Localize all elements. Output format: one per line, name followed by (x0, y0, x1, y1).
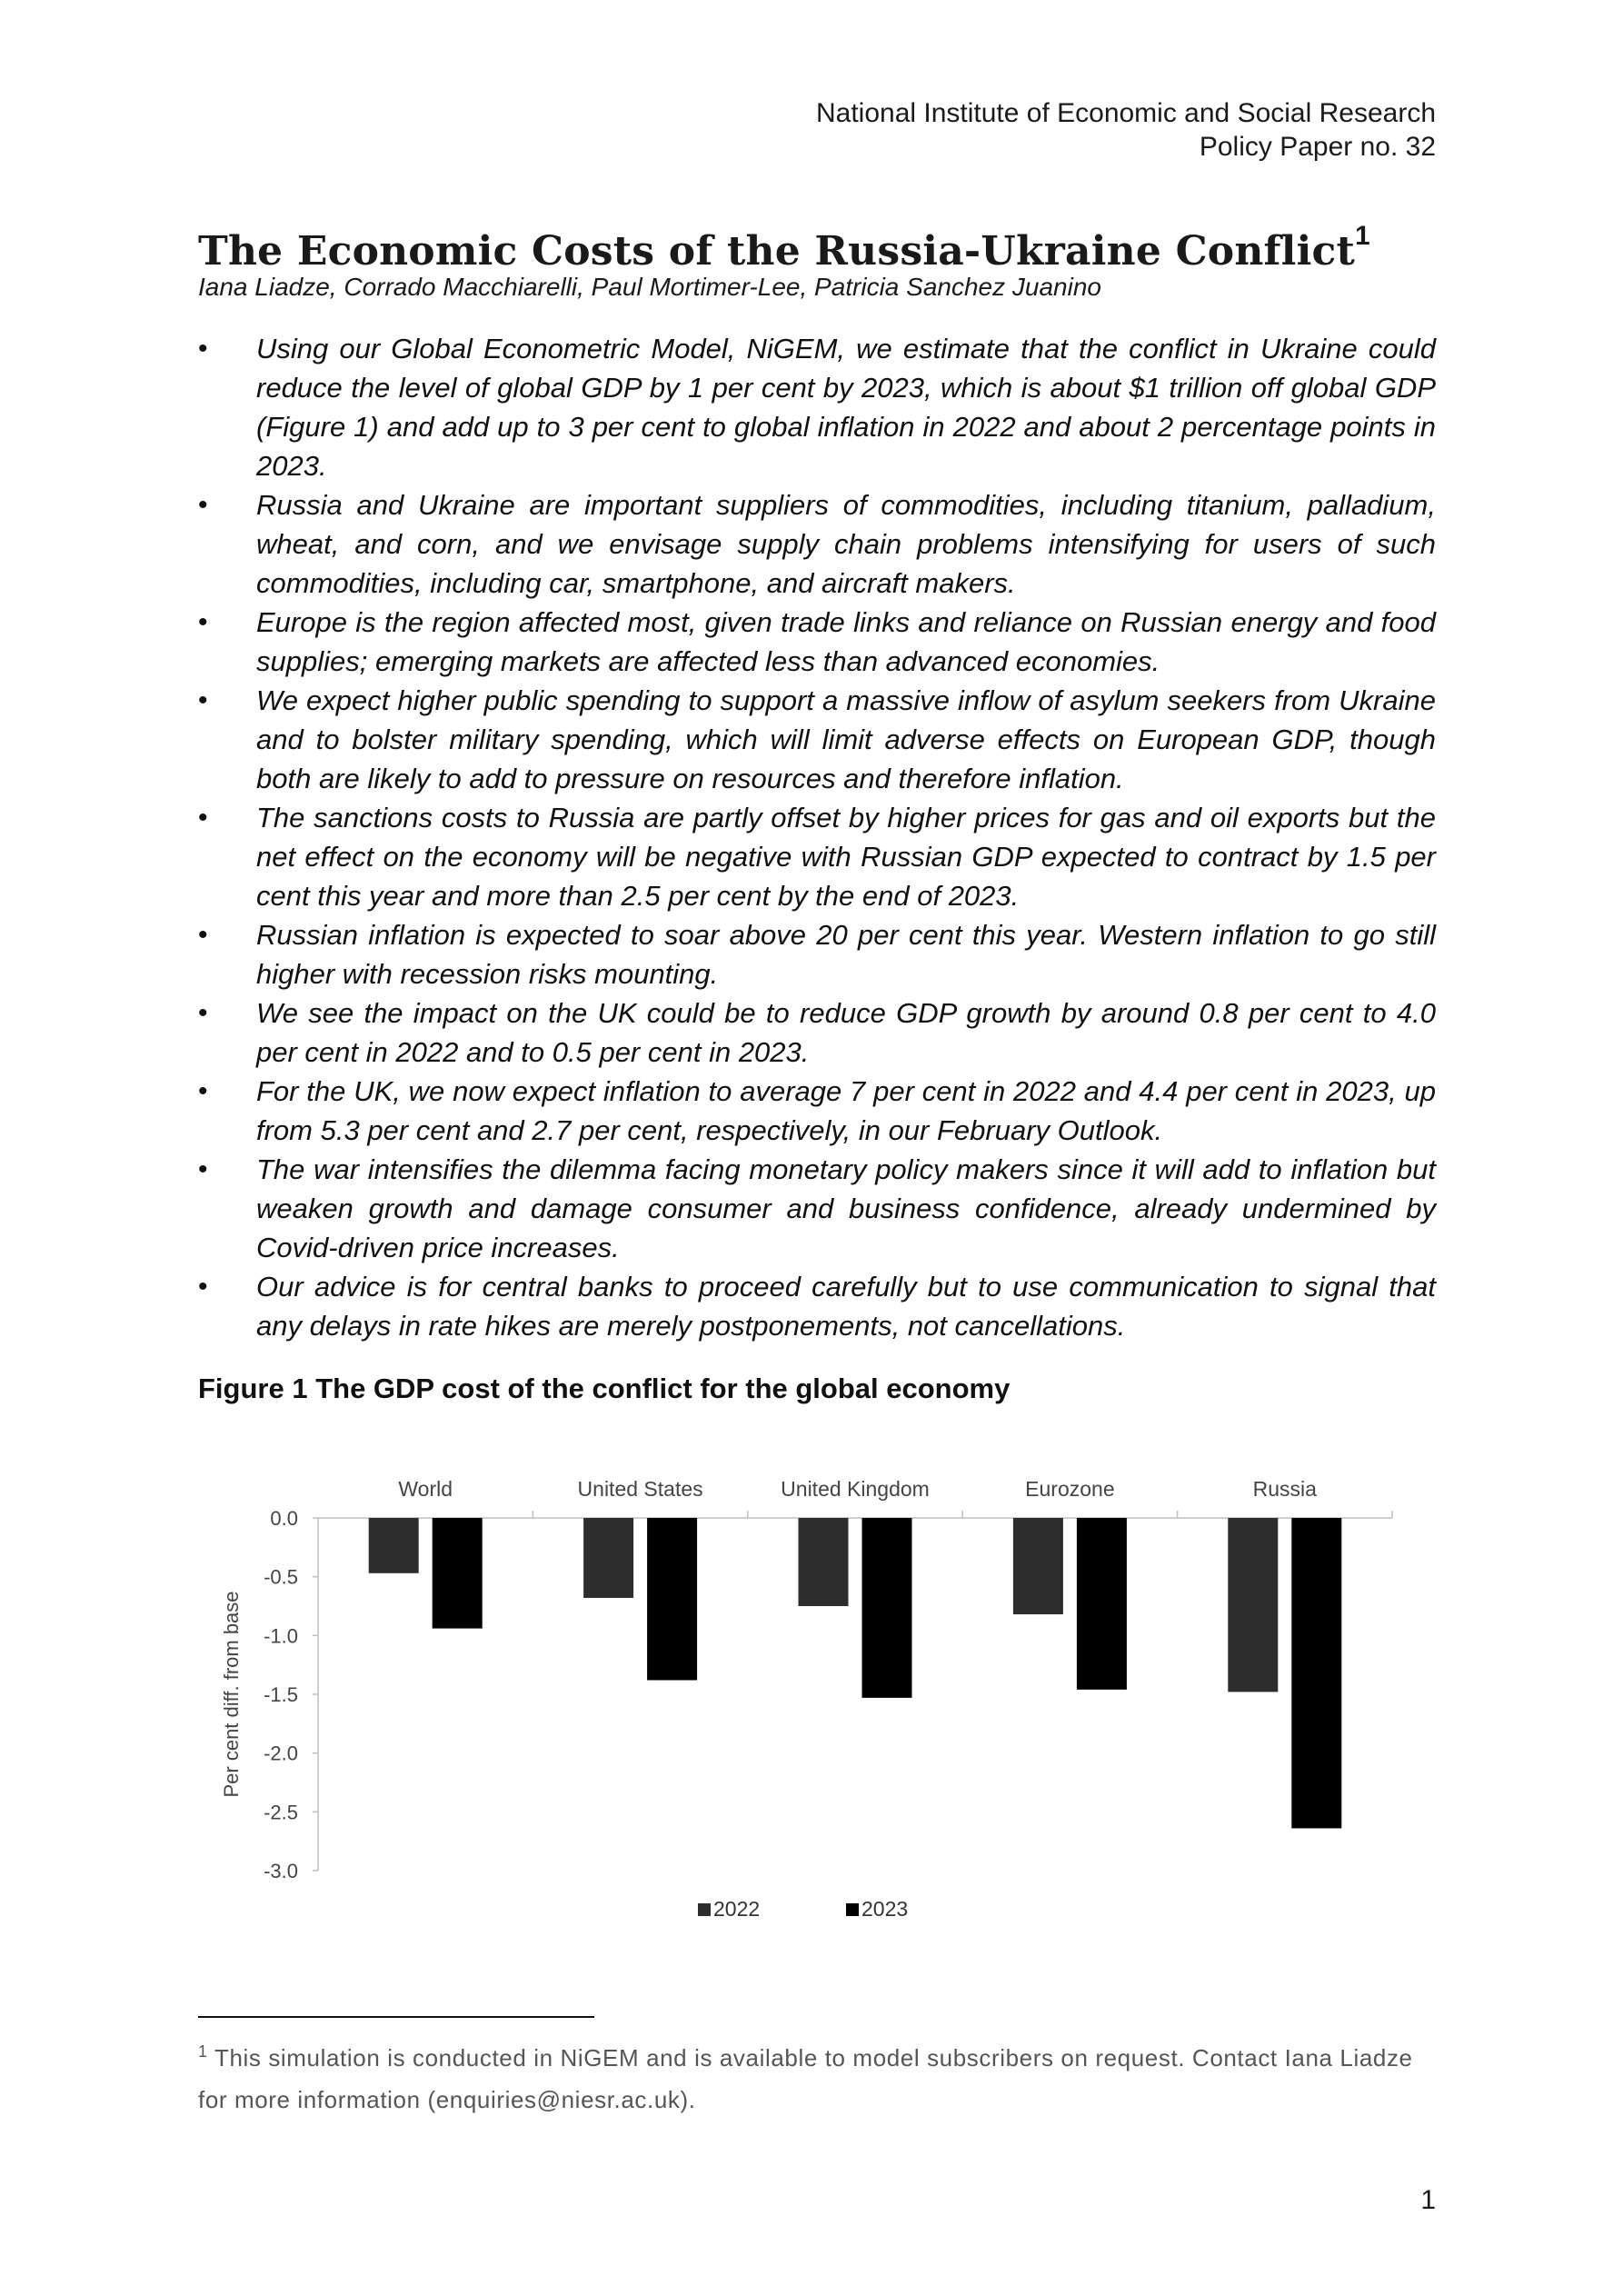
bar-2022-world (369, 1518, 419, 1573)
y-tick-label: -3.0 (264, 1860, 298, 1882)
legend-label: 2023 (861, 1897, 909, 1921)
footnote-text: This simulation is conducted in NiGEM and is available to model subscribers on request. Contact Iana Liadze for more information (enquiries@niesr.ac.uk). (198, 2044, 1413, 2113)
key-point: • Russia and Ukraine are important suppliers of commodities, including titanium, palladium, wheat, and corn, and we envisage supply chain problems intensifying for users of such commodities, including car, smartphone, and aircraft makers. (198, 485, 1436, 603)
gdp-cost-bar-chart (200, 1450, 1418, 1941)
category-label: United Kingdom (781, 1477, 930, 1501)
key-point: • We see the impact on the UK could be to reduce GDP growth by around 0.8 per cent to 4.0 per cent in 2022 and to 0.5 per cent in 2023. (198, 993, 1436, 1072)
header-paper-number: Policy Paper no. 32 (1199, 132, 1436, 162)
key-point: • Russian inflation is expected to soar above 20 per cent this year. Western inflation to go still higher with recession risks mounting. (198, 915, 1436, 993)
author-list: Iana Liadze, Corrado Macchiarelli, Paul Mortimer-Lee, Patricia Sanchez Juanino (198, 273, 1101, 301)
bar-2023-world (433, 1518, 483, 1629)
footnote (198, 2031, 1436, 2121)
key-point: • The sanctions costs to Russia are partly offset by higher prices for gas and oil exports but the net effect on the economy will be negative with Russian GDP expected to contract by 1.5 per cent this year and more than 2.5 per cent by the end of 2023. (198, 798, 1436, 915)
y-tick-label: -1.0 (264, 1624, 298, 1648)
y-tick-label: 0.0 (270, 1507, 298, 1530)
footnote-marker: 1 (198, 2042, 208, 2061)
bar-2022-united-kingdom (799, 1518, 849, 1606)
key-point: • We expect higher public spending to support a massive inflow of asylum seekers from Ukraine and to bolster military spending, which will limit adverse effects on European GDP, though both are likely to add to pressure on resources and therefore inflation. (198, 681, 1436, 798)
key-point: • Europe is the region affected most, given trade links and reliance on Russian energy and food supplies; emerging markets are affected less than advanced economies. (198, 603, 1436, 681)
bar-2023-united-kingdom (862, 1518, 912, 1698)
category-label: Russia (1252, 1477, 1317, 1501)
paper-title-text: The Economic Costs of the Russia-Ukraine Conflict (198, 228, 1355, 275)
key-point: • The war intensifies the dilemma facing monetary policy makers since it will add to inflation but weaken growth and damage consumer and business confidence, already undermined by Covid-driven price increases. (198, 1150, 1436, 1267)
bar-2022-eurozone (1013, 1518, 1063, 1614)
y-tick-label: -2.0 (264, 1742, 298, 1765)
y-axis-label: Per cent diff. from base (220, 1591, 243, 1798)
key-point: • Using our Global Econometric Model, NiGEM, we estimate that the conflict in Ukraine could reduce the level of global GDP by 1 per cent by 2023, which is about $1 trillion off global GDP (Figure 1) and add up to 3 per cent to global inflation in 2022 and about 2 percentage points in 2023. (198, 329, 1436, 485)
chart-bars (369, 1518, 1342, 1828)
category-label: United States (577, 1477, 703, 1501)
y-tick-label: -0.5 (264, 1565, 298, 1589)
header-institution: National Institute of Economic and Social Research (815, 98, 1436, 128)
legend-swatch (698, 1903, 711, 1916)
footnote-rule (198, 2016, 594, 2018)
paper-title (198, 211, 1370, 277)
key-points-list (198, 329, 1436, 1345)
running-header (816, 96, 1436, 164)
chart-legend (698, 1897, 908, 1921)
bar-2022-russia (1228, 1518, 1278, 1692)
category-label: World (398, 1477, 453, 1501)
title-footnote-marker[interactable]: 1 (1355, 221, 1370, 251)
bar-2023-russia (1291, 1518, 1341, 1828)
category-label: Eurozone (1025, 1477, 1115, 1501)
key-point: • Our advice is for central banks to proceed carefully but to use communication to signal that any delays in rate hikes are merely postponements, not cancellations. (198, 1267, 1436, 1345)
key-point: • For the UK, we now expect inflation to average 7 per cent in 2022 and 4.4 per cent in 2023, up from 5.3 per cent and 2.7 per cent, respectively, in our February Outlook. (198, 1072, 1436, 1150)
bar-2022-united-states (583, 1518, 633, 1598)
legend-swatch (846, 1903, 859, 1916)
page-number: 1 (1420, 2185, 1436, 2215)
figure-title: Figure 1 The GDP cost of the conflict for the global economy (198, 1373, 1011, 1404)
legend-label: 2022 (713, 1897, 761, 1921)
bar-2023-united-states (647, 1518, 697, 1680)
bar-2023-eurozone (1077, 1518, 1127, 1690)
y-tick-label: -1.5 (264, 1683, 298, 1706)
y-tick-label: -2.5 (264, 1801, 298, 1824)
